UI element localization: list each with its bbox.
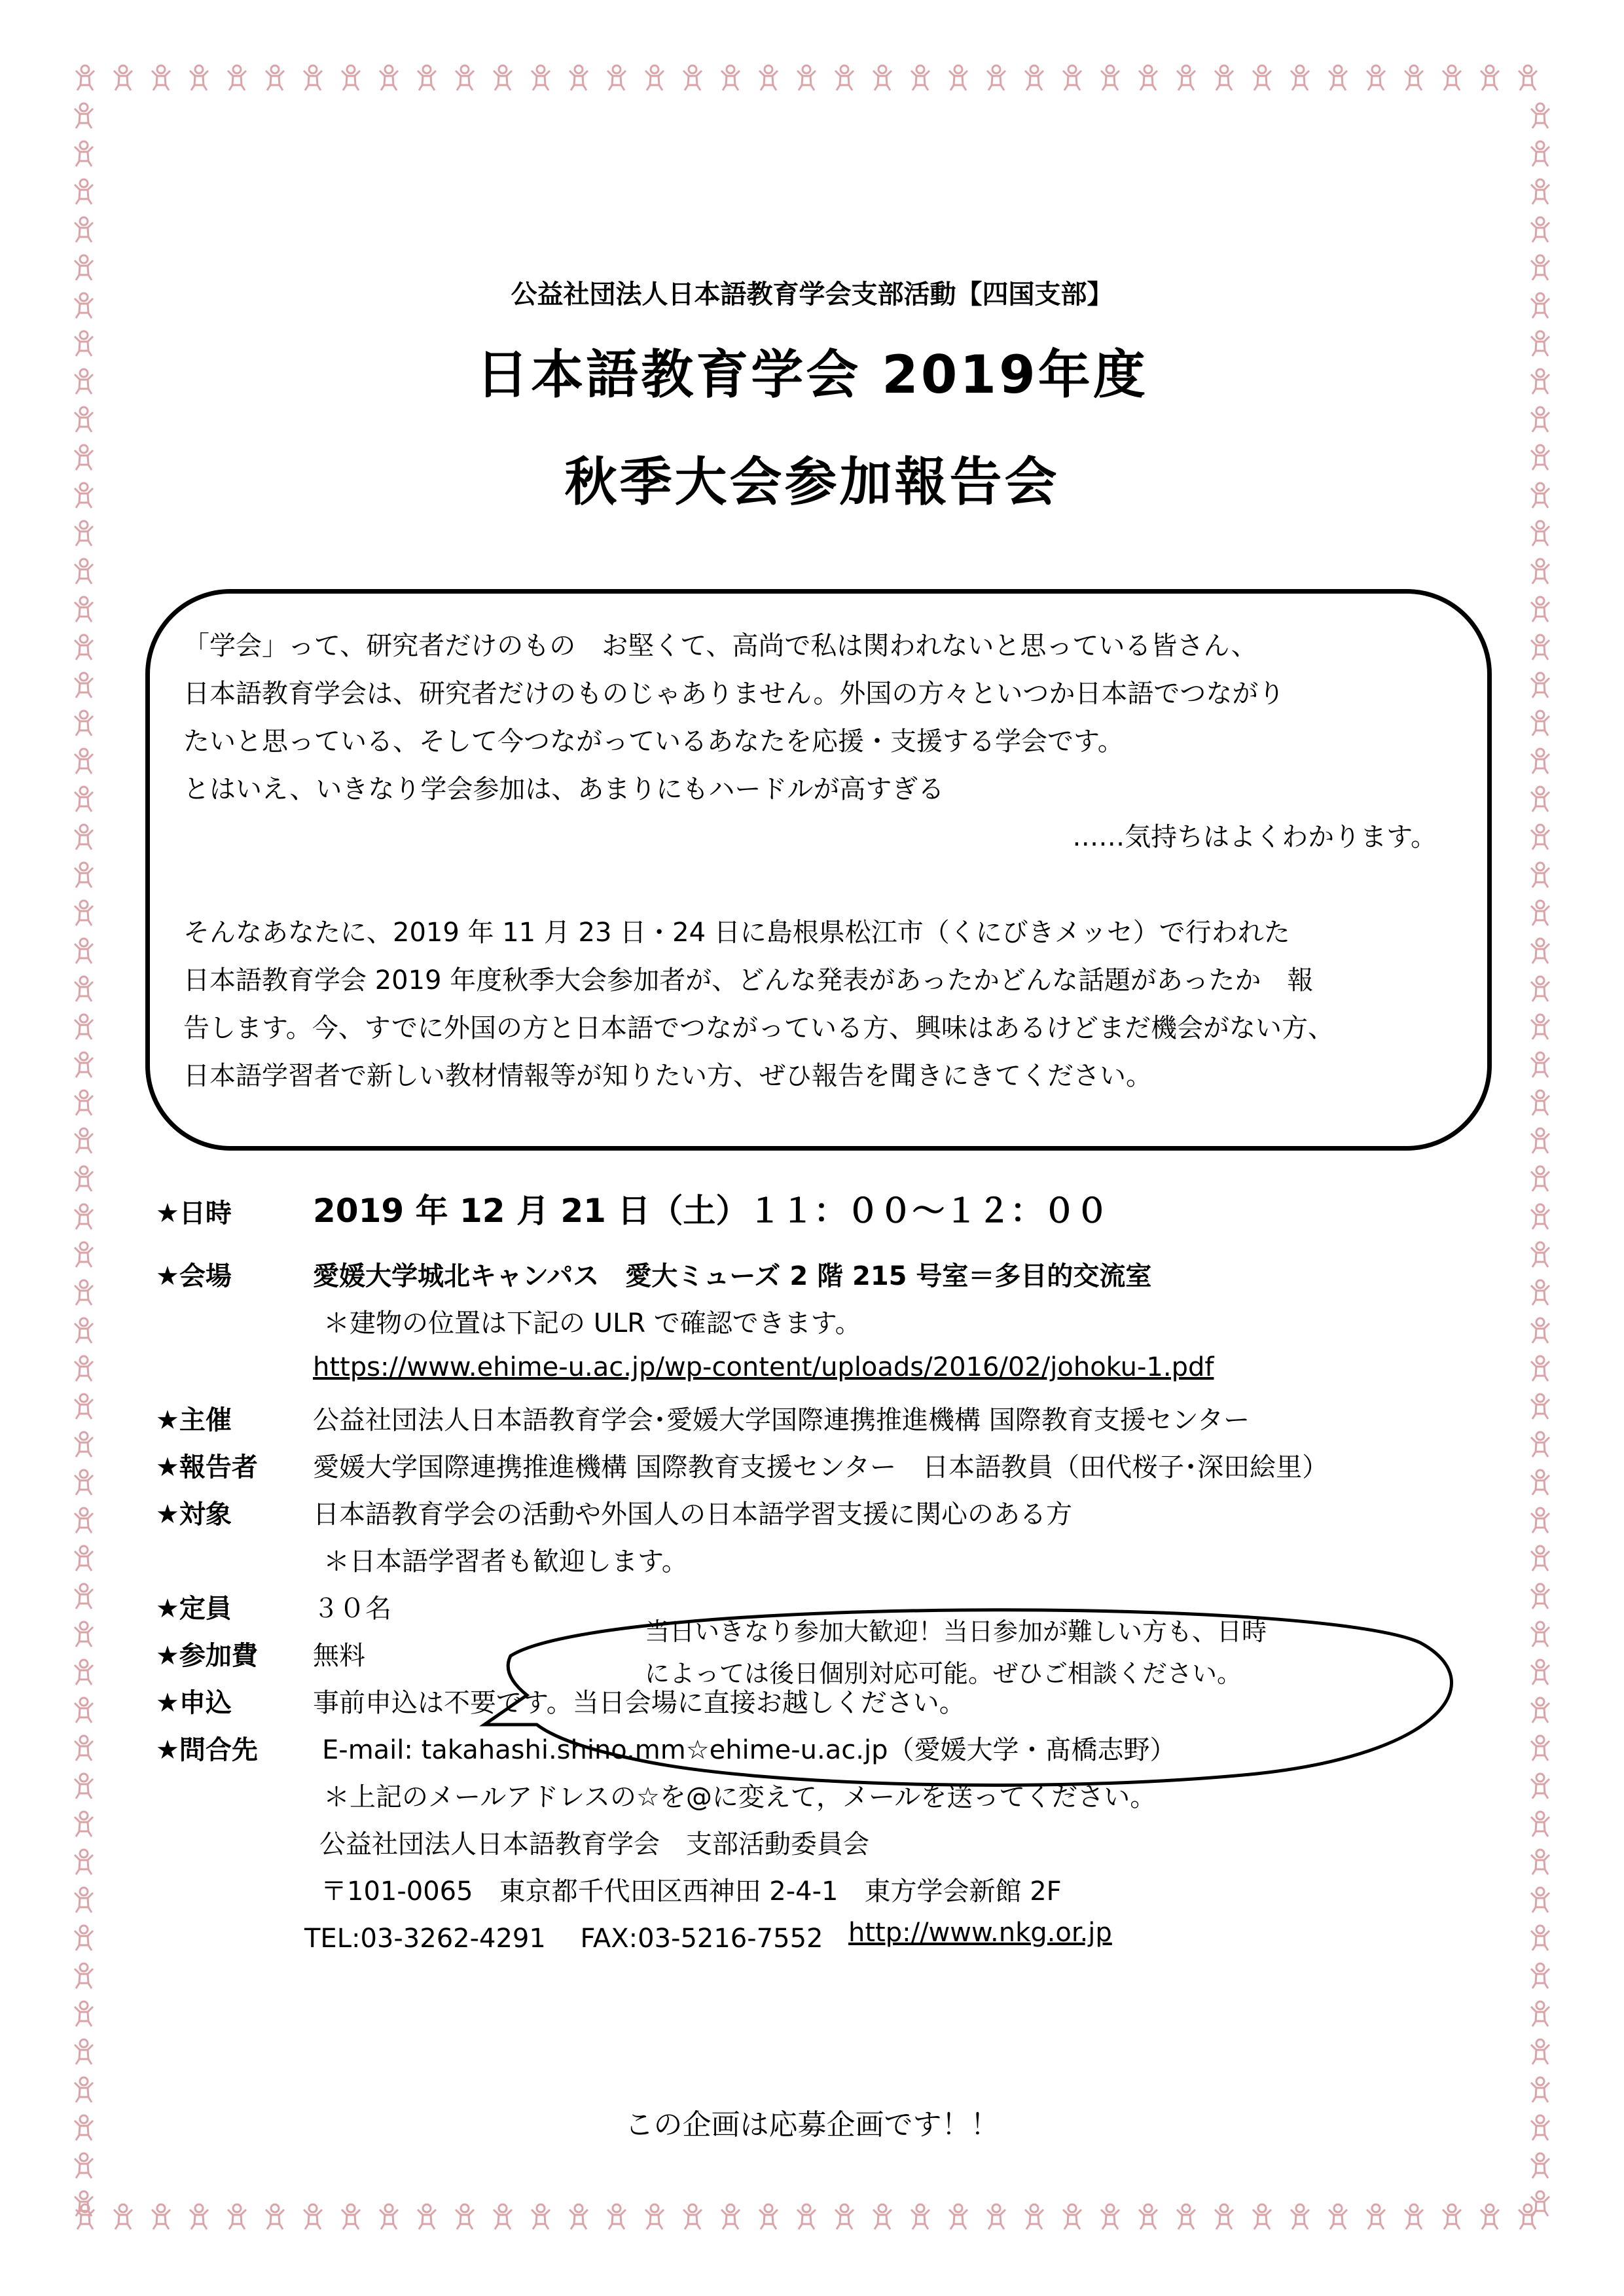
date-value: 2019 年 12 月 21 日（土）１１：００〜１２：００ xyxy=(313,1192,1109,1230)
venue-value: 愛媛大学城北キャンパス 愛大ミューズ 2 階 215 号室＝多目的交流室 xyxy=(313,1261,1152,1291)
border-figure-icon xyxy=(1531,1090,1549,1115)
border-figure-icon xyxy=(75,749,93,774)
border-figure-icon xyxy=(1531,521,1549,546)
border-figure-icon xyxy=(1531,1774,1549,1799)
border-figure-icon xyxy=(152,2204,170,2229)
border-figure-icon xyxy=(1481,2204,1499,2229)
border-figure-icon xyxy=(75,635,93,660)
org-tel-fax: TEL:03-3262-4291 FAX:03-5216-7552 xyxy=(304,1924,823,1954)
border-figure-icon xyxy=(645,65,664,90)
border-figure-icon xyxy=(75,1508,93,1533)
border-figure-icon xyxy=(1531,1850,1549,1874)
border-figure-icon xyxy=(75,1888,93,1912)
border-figure-icon xyxy=(1531,1432,1549,1457)
contact-email: E-mail: takahashi.shino.mm☆ehime-u.ac.jp（愛媛大学・髙橋志野） xyxy=(322,1735,1176,1765)
border-figure-icon xyxy=(1531,597,1549,622)
border-figure-icon xyxy=(683,65,702,90)
border-figure-icon xyxy=(75,2039,93,2064)
border-figure-icon xyxy=(1531,141,1549,166)
border-figure-icon xyxy=(1531,2153,1549,2178)
border-figure-icon xyxy=(75,673,93,698)
border-figure-icon xyxy=(873,65,892,90)
border-figure-icon xyxy=(342,65,360,90)
reporter-label: ★報告者 xyxy=(156,1452,258,1482)
border-figure-icon xyxy=(456,65,474,90)
border-figure-icon xyxy=(1531,1128,1549,1153)
border-figure-icon xyxy=(1531,901,1549,925)
bubble-text: によっては後日個別対応可能。ぜひご相談ください。 xyxy=(645,1659,1242,1688)
border-figure-icon xyxy=(152,65,170,90)
intro-line: 日本語教育学会 2019 年度秋季大会参加者が、どんな発表があったかどんな話題があったか 報 xyxy=(183,965,1314,996)
border-figure-icon xyxy=(494,2204,512,2229)
border-figure-icon xyxy=(75,1280,93,1305)
target-label: ★対象 xyxy=(156,1499,232,1530)
border-figure-icon xyxy=(75,1128,93,1153)
border-figure-icon xyxy=(1531,1888,1549,1912)
border-figure-icon xyxy=(1531,787,1549,812)
border-figure-icon xyxy=(1291,65,1309,90)
contact-note: ＊上記のメールアドレスの☆を@に変えて，メールを送ってください。 xyxy=(323,1782,1157,1812)
border-figure-icon xyxy=(1063,65,1081,90)
border-figure-icon xyxy=(190,65,208,90)
border-figure-icon xyxy=(75,1926,93,1950)
border-figure-icon xyxy=(75,1014,93,1039)
page-subtitle: 秋季大会参加報告会 xyxy=(564,452,1060,512)
border-figure-icon xyxy=(1519,2204,1537,2229)
border-figure-icon xyxy=(1177,2204,1195,2229)
border-figure-icon xyxy=(1531,1508,1549,1533)
border-figure-icon xyxy=(190,2204,208,2229)
border-figure-icon xyxy=(75,711,93,736)
border-figure-icon xyxy=(1531,1014,1549,1039)
capacity-label: ★定員 xyxy=(156,1594,232,1624)
border-figure-icon xyxy=(114,65,132,90)
border-figure-icon xyxy=(75,901,93,925)
border-figure-icon xyxy=(1531,1470,1549,1495)
border-figure-icon xyxy=(75,1698,93,1723)
border-figure-icon xyxy=(835,65,854,90)
border-figure-icon xyxy=(75,825,93,850)
border-figure-icon xyxy=(1253,2204,1271,2229)
intro-line: ……気持ちはよくわかります。 xyxy=(1072,822,1437,852)
intro-line: 「学会」って、研究者だけのもの お堅くて、高尚で私は関われないと思っている皆さん、 xyxy=(183,631,1257,661)
border-figure-icon xyxy=(1481,65,1499,90)
border-figure-icon xyxy=(75,407,93,432)
border-figure-icon xyxy=(1531,939,1549,963)
border-figure-icon xyxy=(1531,1812,1549,1837)
border-figure-icon xyxy=(1531,1280,1549,1305)
border-figure-icon xyxy=(75,2001,93,2026)
border-figure-icon xyxy=(1405,2204,1423,2229)
border-figure-icon xyxy=(75,141,93,166)
border-figure-icon xyxy=(304,65,322,90)
fee-label: ★参加費 xyxy=(156,1641,258,1671)
border-figure-icon xyxy=(380,65,398,90)
border-figure-icon xyxy=(75,1394,93,1419)
border-figure-icon xyxy=(1139,2204,1157,2229)
border-figure-icon xyxy=(759,2204,778,2229)
border-figure-icon xyxy=(76,65,94,90)
border-figure-icon xyxy=(949,2204,967,2229)
border-figure-icon xyxy=(721,2204,740,2229)
border-figure-icon xyxy=(1531,1242,1549,1267)
border-figure-icon xyxy=(1101,2204,1119,2229)
border-figure-icon xyxy=(75,1090,93,1115)
border-figure-icon xyxy=(228,2204,246,2229)
border-figure-icon xyxy=(1531,103,1549,128)
border-figure-icon xyxy=(873,2204,892,2229)
apply-label: ★申込 xyxy=(156,1688,232,1718)
border-figure-icon xyxy=(1253,65,1271,90)
border-figure-icon xyxy=(75,787,93,812)
border-figure-icon xyxy=(1531,673,1549,698)
intro-line: とはいえ、いきなり学会参加は、あまりにもハードルが高すぎる xyxy=(183,774,945,804)
target-note: ＊日本語学習者も歓迎します。 xyxy=(323,1547,688,1577)
page-title: 日本語教育学会 2019年度 xyxy=(476,344,1148,405)
border-figure-icon xyxy=(494,65,512,90)
org-website-link[interactable]: http://www.nkg.or.jp xyxy=(848,1918,1112,1948)
venue-label: ★会場 xyxy=(156,1261,232,1291)
border-figure-icon xyxy=(75,521,93,546)
border-figure-icon xyxy=(75,2153,93,2178)
border-figure-icon xyxy=(797,2204,816,2229)
border-figure-icon xyxy=(1531,1052,1549,1077)
apply-value: 事前申込は不要です。当日会場に直接お越しください。 xyxy=(313,1688,965,1718)
border-figure-icon xyxy=(1025,65,1043,90)
border-figure-icon xyxy=(75,103,93,128)
border-figure-icon xyxy=(1367,65,1385,90)
border-figure-icon xyxy=(75,939,93,963)
border-figure-icon xyxy=(987,65,1005,90)
border-figure-icon xyxy=(1531,711,1549,736)
border-figure-icon xyxy=(1443,65,1461,90)
border-figure-icon xyxy=(75,217,93,242)
border-figure-icon xyxy=(1531,2191,1549,2216)
border-figure-icon xyxy=(1531,1926,1549,1950)
border-figure-icon xyxy=(75,1546,93,1571)
intro-line: たいと思っている、そして今つながっているあなたを応援・支援する学会です。 xyxy=(183,726,1124,757)
border-figure-icon xyxy=(1531,1964,1549,1988)
bubble-text: 当日いきなり参加大歓迎！当日参加が難しい方も、日時 xyxy=(645,1617,1267,1646)
border-figure-icon xyxy=(532,65,550,90)
border-figure-icon xyxy=(797,65,816,90)
venue-map-link[interactable]: https://www.ehime-u.ac.jp/wp-content/uploads/2016/02/johoku-1.pdf xyxy=(313,1352,1214,1382)
border-figure-icon xyxy=(75,1318,93,1343)
border-figure-icon xyxy=(75,1052,93,1077)
venue-note: ＊建物の位置は下記の ULR で確認できます。 xyxy=(323,1308,861,1338)
fee-value: 無料 xyxy=(313,1641,365,1671)
org-address: 〒101-0065 東京都千代田区西神田 2-4-1 東方学会新館 2F xyxy=(321,1876,1062,1907)
capacity-value: ３０名 xyxy=(313,1594,391,1624)
border-figure-icon xyxy=(75,2077,93,2102)
border-figure-icon xyxy=(1531,2039,1549,2064)
border-figure-icon xyxy=(911,65,929,90)
border-figure-icon xyxy=(1329,65,1347,90)
border-figure-icon xyxy=(1531,1356,1549,1381)
border-figure-icon xyxy=(569,65,588,90)
border-figure-icon xyxy=(76,2204,94,2229)
border-figure-icon xyxy=(1025,2204,1043,2229)
border-figure-icon xyxy=(1101,65,1119,90)
border-figure-icon xyxy=(949,65,967,90)
border-figure-icon xyxy=(1215,2204,1233,2229)
border-figure-icon xyxy=(1519,65,1537,90)
intro-line: 日本語学習者で新しい教材情報等が知りたい方、ぜひ報告を聞きにきてください。 xyxy=(183,1061,1152,1091)
border-figure-icon xyxy=(1531,1546,1549,1571)
border-figure-icon xyxy=(1531,1394,1549,1419)
border-figure-icon xyxy=(418,2204,436,2229)
border-figure-icon xyxy=(759,65,778,90)
border-figure-icon xyxy=(1531,1698,1549,1723)
host-value: 公益社団法人日本語教育学会･愛媛大学国際連携推進機構 国際教育支援センター xyxy=(313,1405,1250,1435)
border-figure-icon xyxy=(1139,65,1157,90)
border-figure-icon xyxy=(75,863,93,888)
border-figure-icon xyxy=(1531,1736,1549,1761)
border-figure-icon xyxy=(75,1584,93,1609)
border-figure-icon xyxy=(456,2204,474,2229)
border-figure-icon xyxy=(304,2204,322,2229)
border-figure-icon xyxy=(342,2204,360,2229)
border-figure-icon xyxy=(1531,1318,1549,1343)
border-figure-icon xyxy=(1531,1584,1549,1609)
border-figure-icon xyxy=(1531,179,1549,204)
intro-line: そんなあなたに、2019 年 11 月 23 日・24 日に島根県松江市（くにびきメッセ）で行われた xyxy=(183,918,1290,948)
org-name: 公益社団法人日本語教育学会 支部活動委員会 xyxy=(319,1829,869,1859)
border-figure-icon xyxy=(987,2204,1005,2229)
border-figure-icon xyxy=(75,1774,93,1799)
host-label: ★主催 xyxy=(156,1405,232,1435)
border-figure-icon xyxy=(607,2204,626,2229)
border-figure-icon xyxy=(1531,2077,1549,2102)
border-figure-icon xyxy=(1531,635,1549,660)
border-figure-icon xyxy=(835,2204,854,2229)
date-label: ★日時 xyxy=(156,1198,232,1229)
border-figure-icon xyxy=(75,1166,93,1191)
border-figure-icon xyxy=(1215,65,1233,90)
border-figure-icon xyxy=(75,1964,93,1988)
border-figure-icon xyxy=(75,1736,93,1761)
footer-note: この企画は応募企画です！！ xyxy=(624,2108,1000,2142)
border-figure-icon xyxy=(75,179,93,204)
contact-label: ★問合先 xyxy=(156,1735,258,1765)
border-figure-icon xyxy=(569,2204,588,2229)
border-figure-icon xyxy=(75,1356,93,1381)
border-figure-icon xyxy=(1531,749,1549,774)
border-figure-icon xyxy=(418,65,436,90)
border-figure-icon xyxy=(1531,1660,1549,1685)
border-figure-icon xyxy=(75,1204,93,1229)
border-figure-icon xyxy=(1531,559,1549,584)
border-figure-icon xyxy=(683,2204,702,2229)
border-figure-icon xyxy=(1531,217,1549,242)
border-figure-icon xyxy=(75,1242,93,1267)
border-figure-icon xyxy=(75,1660,93,1685)
border-figure-icon xyxy=(1531,1166,1549,1191)
border-figure-icon xyxy=(1531,825,1549,850)
border-figure-icon xyxy=(75,1622,93,1647)
border-figure-icon xyxy=(1531,1204,1549,1229)
border-figure-icon xyxy=(1367,2204,1385,2229)
border-figure-icon xyxy=(607,65,626,90)
border-figure-icon xyxy=(721,65,740,90)
border-figure-icon xyxy=(1063,2204,1081,2229)
intro-line: 日本語教育学会は、研究者だけのものじゃありません。外国の方々といつか日本語でつながり xyxy=(183,679,1285,709)
border-figure-icon xyxy=(1177,65,1195,90)
border-figure-icon xyxy=(1405,65,1423,90)
border-figure-icon xyxy=(75,559,93,584)
border-figure-icon xyxy=(1531,2001,1549,2026)
reporter-value: 愛媛大学国際連携推進機構 国際教育支援センター 日本語教員（田代桜子･深田絵里） xyxy=(313,1452,1329,1482)
border-figure-icon xyxy=(1291,2204,1309,2229)
border-figure-icon xyxy=(75,1850,93,1874)
border-figure-icon xyxy=(75,1470,93,1495)
border-figure-icon xyxy=(228,65,246,90)
border-figure-icon xyxy=(266,65,284,90)
border-figure-icon xyxy=(266,2204,284,2229)
border-figure-icon xyxy=(1531,977,1549,1001)
border-figure-icon xyxy=(645,2204,664,2229)
organization-line: 公益社団法人日本語教育学会支部活動【四国支部】 xyxy=(511,279,1113,310)
border-figure-icon xyxy=(911,2204,929,2229)
border-figure-icon xyxy=(1329,2204,1347,2229)
border-figure-icon xyxy=(1531,407,1549,432)
border-figure-icon xyxy=(1443,2204,1461,2229)
target-value: 日本語教育学会の活動や外国人の日本語学習支援に関心のある方 xyxy=(313,1499,1072,1530)
intro-line: 告します。今、すでに外国の方と日本語でつながっている方、興味はあるけどまだ機会がない方、 xyxy=(183,1013,1334,1043)
border-figure-icon xyxy=(75,1432,93,1457)
border-figure-icon xyxy=(75,2191,93,2216)
border-figure-icon xyxy=(114,2204,132,2229)
border-figure-icon xyxy=(532,2204,550,2229)
border-figure-icon xyxy=(1531,863,1549,888)
border-figure-icon xyxy=(75,1812,93,1837)
border-figure-icon xyxy=(1531,1622,1549,1647)
border-figure-icon xyxy=(75,597,93,622)
border-figure-icon xyxy=(75,977,93,1001)
border-figure-icon xyxy=(380,2204,398,2229)
